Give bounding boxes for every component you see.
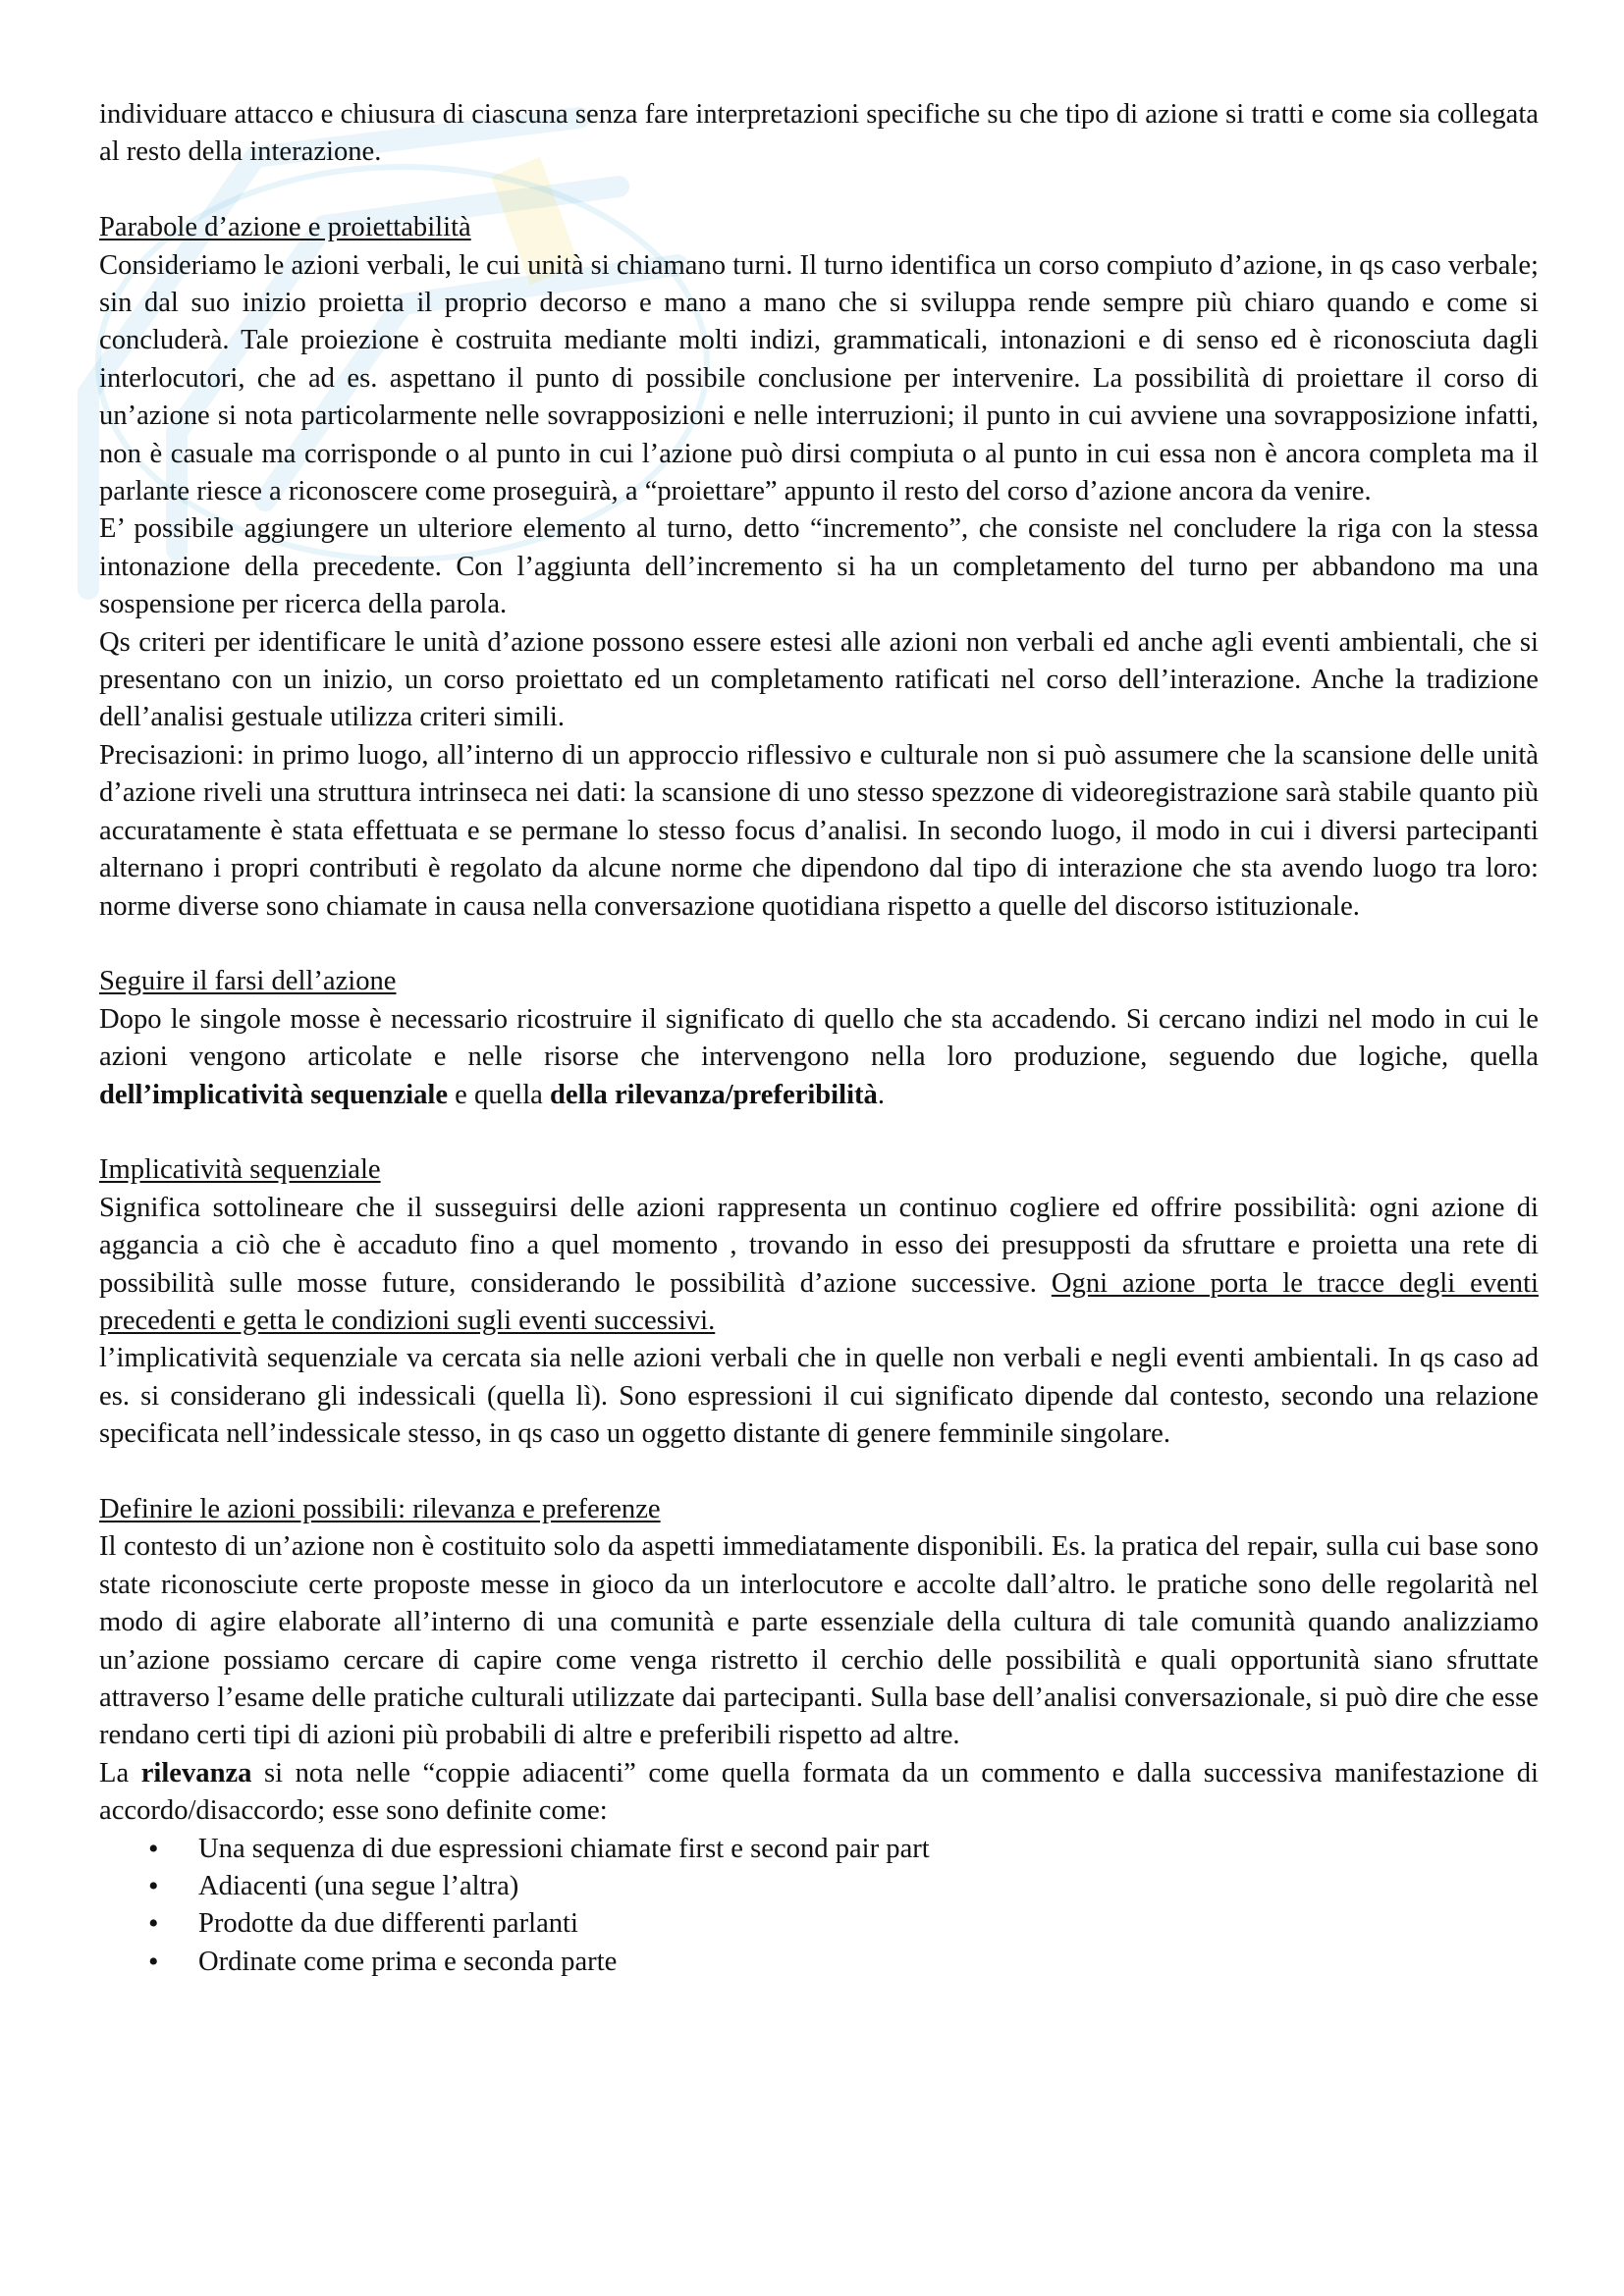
section-heading-rilevanza: Definire le azioni possibili: rilevanza e preferenze: [99, 1493, 661, 1524]
list-item: • Adiacenti (una segue l’altra): [99, 1868, 1539, 1905]
paragraph: [99, 1001, 1539, 1114]
section-implicativita: [99, 1151, 1539, 1453]
text-run: La: [99, 1757, 141, 1789]
paragraph: [99, 1755, 1539, 1831]
bold-term: della rilevanza/preferibilità: [550, 1079, 878, 1110]
text-run: .: [877, 1079, 885, 1110]
paragraph: l’implicatività sequenziale va cercata sia nelle azioni verbali che in quelle non verbali e negli eventi ambientali. In qs caso ad es. si considerano gli indessicali (quella lì). Sono espressioni il cui significato dipende dal contesto, secondo una relazione specificata nell’indessicale stesso, in qs caso un oggetto distante di genere femminile singolare.: [99, 1343, 1539, 1450]
list-item: • Prodotte da due differenti parlanti: [99, 1905, 1539, 1943]
text-run: Dopo le singole mosse è necessario ricostruire il significato di quello che sta accadendo. Si cercano indizi nel modo in cui le azioni vengono articolate e nelle risorse che intervengono nella loro produzione, seguendo due logiche, quella: [99, 1003, 1539, 1073]
paragraph: [99, 1190, 1539, 1341]
underlined-text: Ogni azione porta le tracce degli eventi precedenti e getta le condizioni sugli eventi successivi.: [99, 1267, 1539, 1336]
list-item: • Una sequenza di due espressioni chiamate first e second pair part: [99, 1831, 1539, 1868]
list-item: • Ordinate come prima e seconda parte: [99, 1944, 1539, 1981]
paragraph: E’ possibile aggiungere un ulteriore elemento al turno, detto “incremento”, che consiste nel concludere la riga con la stessa intonazione della precedente. Con l’aggiunta dell’incremento si ha un completamento del turno per abbandono ma una sospensione per ricerca della parola.: [99, 513, 1539, 620]
paragraph: Consideriamo le azioni verbali, le cui unità si chiamano turni. Il turno identifica un corso compiuto d’azione, in qs caso verbale; sin dal suo inizio proietta il proprio decorso e mano a mano che si sviluppa rende sempre più chiaro quando e come si concluderà. Tale proiezione è costruita mediante molti indizi, grammaticali, intonazioni e di senso ed è riconosciuta dagli interlocutori, che ad es. aspettano il punto di possibile conclusione per intervenire. La possibilità di proiettare il corso di un’azione si nota particolarmente nelle sovrapposizioni e nelle interruzioni; il punto in cui avviene una sovrapposizione infatti, non è casuale ma corrisponde o al punto in cui l’azione può dirsi compiuta o al punto in cui essa non è ancora completa ma il parlante riesce a riconoscere come proseguirà, a “proiettare” appunto il resto del corso d’azione ancora da venire.: [99, 249, 1539, 507]
text-run: Significa sottolineare che il susseguirsi delle azioni rappresenta un continuo cogliere ed offrire possibilità: ogni azione di aggancia a ciò che è accaduto fino a quel momento , trovando in esso dei presupposti da sfruttare e proietta una rete di possibilità sulle mosse future, considerando le possibilità d’azione successive.: [99, 1192, 1539, 1299]
bold-term: dell’implicatività sequenziale: [99, 1079, 449, 1110]
section-heading-implicativita: Implicatività sequenziale: [99, 1154, 381, 1186]
section-heading-seguire: Seguire il farsi dell’azione: [99, 966, 397, 997]
document-page: [99, 96, 1539, 1981]
section-parabole: [99, 209, 1539, 926]
paragraph: Il contesto di un’azione non è costituito solo da aspetti immediatamente disponibili. Es. la pratica del repair, sulla cui base sono state riconosciute certe proposte messe in gioco da un interlocutore e accolte dall’altro. le pratiche sono delle regolarità nel modo di agire elaborate all’interno di una comunità e parte essenziale della cultura di tale comunità quando analizziamo un’azione possiamo cercare di capire come venga ristretto il cerchio delle possibilità e quali opportunità siano sfruttate attraverso l’esame delle pratiche culturali utilizzate dai partecipanti. Sulla base dell’analisi conversazionale, si può dire che esse rendano certi tipi di azioni più probabili di altre e preferibili rispetto ad altre.: [99, 1531, 1539, 1751]
section-rilevanza: [99, 1491, 1539, 1981]
bullet-list: [99, 1831, 1539, 1982]
bold-term: rilevanza: [140, 1757, 252, 1789]
section-heading-parabole: Parabole d’azione e proiettabilità: [99, 212, 471, 243]
text-run: e quella: [448, 1079, 551, 1110]
paragraph: Precisazioni: in primo luogo, all’interno di un approccio riflessivo e culturale non si può assumere che la scansione delle unità d’azione riveli una struttura intrinseca nei dati: la scansione di uno stesso spezzone di videoregistrazione sarà stabile quanto più accuratamente è stata effettuata e se permane lo stesso focus d’analisi. In secondo luogo, il modo in cui i diversi partecipanti alternano i propri contributi è regolato da alcune norme che dipendono dal tipo di interazione che sta avendo luogo tra loro: norme diverse sono chiamate in causa nella conversazione quotidiana rispetto a quelle del discorso istituzionale.: [99, 739, 1539, 922]
text-run: si nota nelle “coppie adiacenti” come quella formata da un commento e dalla successiva manifestazione di accordo/disaccordo; esse sono definite come:: [99, 1757, 1539, 1827]
section-seguire: [99, 963, 1539, 1114]
intro-paragraph: individuare attacco e chiusura di ciascuna senza fare interpretazioni specifiche su che tipo di azione si tratti e come sia collegata al resto della interazione.: [99, 99, 1539, 168]
paragraph: Qs criteri per identificare le unità d’azione possono essere estesi alle azioni non verbali ed anche agli eventi ambientali, che si presentano con un inizio, un corso proiettato ed un completamento ratificati nel corso dell’interazione. Anche la tradizione dell’analisi gestuale utilizza criteri simili.: [99, 626, 1539, 733]
